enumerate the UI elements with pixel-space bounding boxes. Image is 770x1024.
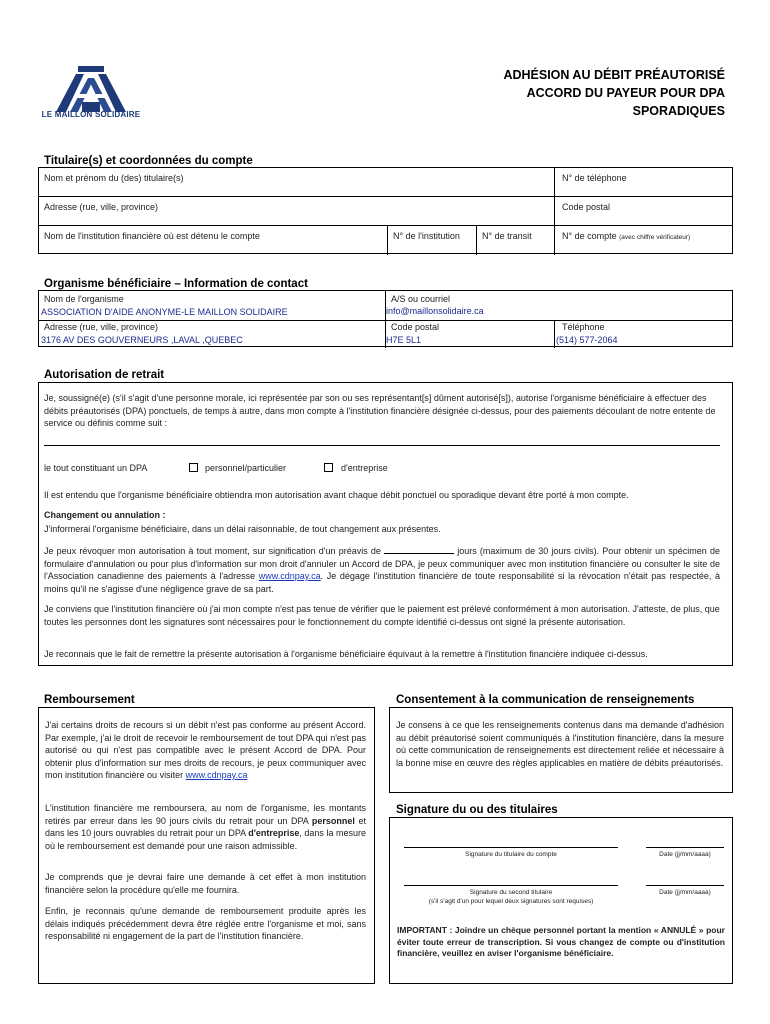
personal-checkbox[interactable] (189, 463, 198, 472)
revoke-part3: . Je dégage l'institution financière de toute responsabilité si la révocation n'était pas respectée, à moins qu'il ne s'agisse d'une négligence grave de sa part. (44, 571, 720, 594)
signatures-section-title: Signature du ou des titulaires (396, 804, 558, 816)
divider (476, 225, 477, 255)
change-title: Changement ou annulation : (44, 510, 166, 520)
divider (387, 225, 388, 255)
holder-postal-field[interactable]: Code postal (562, 202, 611, 212)
authorization-section-title: Autorisation de retrait (44, 369, 165, 381)
revoke-part2: jours (maximum de 30 jours civils). Pour obtenir un spécimen de formulaire d'annulation ou pour plus d'information sur mon droit d'annuler un Accord de DPA, je peux communiquer avec mon institution financière ou consulter le site de l'Association canadienne des paiements à l'adresse (44, 546, 720, 581)
signature-2-label: Signature du second titulaire (469, 889, 553, 896)
account-number-label: N° de compte (562, 231, 617, 241)
refund-p2-personal: personnel (311, 815, 355, 826)
authorization-understood: Il est entendu que l'organisme bénéficiaire obtiendra mon autorisation avant chaque débit ponctuel ou sporadique devant être porté à mon compte. (44, 490, 629, 500)
divider (39, 225, 732, 226)
title-line-1: ADHÉSION AU DÉBIT PRÉAUTORISÉ (503, 68, 725, 82)
signature-1-label: Signature du titulaire du compte (465, 851, 557, 858)
refund-p2-c: et dans les 10 jours ouvrables du retrait pour un DPA (45, 815, 366, 838)
important-text: : Joindre un chèque personnel portant la mention « ANNULÉ » pour éviter toute erreur de transcription. Si vous changez de compte ou d'institution financière, veuillez en aviser l'organisme bénéficiaire. (397, 925, 725, 958)
org-postal-label: Code postal (391, 322, 440, 332)
revoke-paragraph (44, 544, 720, 595)
document-title (503, 66, 725, 120)
date-1-label: Date (jj/mm/aaaa) (659, 851, 711, 858)
consent-text: Je consens à ce que les renseignements contenus dans ma demande d'adhésion au débit préautorisé soient communiqués à l'institution financière, dans la mesure où cette communication de renseignements est directement reliée et nécessaire à la bonne mise en œuvre des règles applicables en matière de débits préautorisés. (396, 720, 724, 768)
consent-box (389, 707, 733, 793)
org-name-value: ASSOCIATION D'AIDE ANONYME-LE MAILLON SOLIDAIRE (41, 307, 288, 317)
notice-days-field[interactable] (384, 544, 454, 554)
refund-paragraph-4: Enfin, je reconnais qu'une demande de remboursement produite après les délais indiqués précédemment devra être réglée entre l'organisme et moi, sans responsabilité ni engagement de la part de l'institution financière. (45, 906, 366, 941)
account-number-field[interactable] (562, 231, 690, 241)
refund-p2-d: , dans la mesure où le remboursement est demandé pour une raison admissible. (45, 828, 366, 851)
date-2-line[interactable] (646, 885, 724, 886)
institution-name-field[interactable]: Nom de l'institution financière où est détenu le compte (44, 231, 260, 241)
date-1-line[interactable] (646, 847, 724, 848)
title-line-3: SPORADIQUES (632, 104, 725, 118)
org-table (38, 290, 733, 347)
revoke-part1: Je peux révoquer mon autorisation à tout moment, sur signification d'un préavis de (44, 546, 381, 556)
authorization-box (38, 382, 733, 666)
business-option-label: d'entreprise (341, 463, 388, 473)
dpa-type-label: le tout constituant un DPA (44, 463, 148, 473)
authorization-intro: Je, soussigné(e) (s'il s'agit d'une personne morale, ici représentée par son ou ses représentant[s] dûment autorisé[s]), autorise l'organisme bénéficiaire à effectuer des débits préautorisés (DPA) ponctuels, de temps à autre, dans mon compte à l'institution financière désignée ci-dessus, pour des paiements découlant de notre entente de service ou définis comme suit : (44, 393, 716, 428)
institution-number-field[interactable]: N° de l'institution (393, 231, 460, 241)
acknowledge-paragraph: Je reconnais que le fait de remettre la présente autorisation à l'organisme bénéficiaire équivaut à la remettre à l'institution financière indiquée ci-dessus. (44, 649, 648, 659)
important-label: IMPORTANT (397, 925, 447, 935)
divider (554, 320, 555, 348)
refund-paragraph-2 (45, 802, 366, 852)
holder-phone-field[interactable]: N° de téléphone (562, 173, 627, 183)
divider (554, 168, 555, 255)
org-phone-value: (514) 577-2064 (556, 335, 618, 345)
refund-paragraph-1 (45, 719, 366, 782)
signature-2-note: (s'il s'agit d'un pour lequel deux signatures sont requises) (428, 898, 594, 905)
refund-section-title: Remboursement (44, 694, 135, 706)
refund-p2-a: L'institution financière me remboursera, au nom de l'organisme, les montants retirés par erreur dans les 90 jours civils du retrait pour un DPA (45, 803, 366, 826)
date-2-label: Date (jj/mm/aaaa) (659, 889, 711, 896)
divider (39, 196, 732, 197)
signature-1-line[interactable] (404, 847, 618, 848)
refund-p1-text: J'ai certains droits de recours si un débit n'est pas conforme au présent Accord. Par exemple, j'ai le droit de recevoir le remboursement de tout DPA qui n'est pas autorisé ou qui n'est pas compatible avec le présent Accord de DPA. Pour obtenir plus d'information sur mes droits de recours, je peux communiquer avec mon institution financière ou visiter (45, 720, 366, 780)
maillon-logo-icon (36, 64, 146, 114)
org-address-label: Adresse (rue, ville, province) (44, 322, 159, 332)
org-address-value: 3176 AV DES GOUVERNEURS ,LAVAL ,QUEBEC (41, 335, 243, 345)
holders-table (38, 167, 733, 254)
holder-name-field[interactable]: Nom et prénom du (des) titulaire(s) (44, 173, 184, 183)
holders-section-title: Titulaire(s) et coordonnées du compte (44, 155, 253, 167)
signature-2-line[interactable] (404, 885, 618, 886)
refund-box (38, 707, 375, 984)
title-line-2: ACCORD DU PAYEUR POUR DPA (526, 86, 725, 100)
logo-name: LE MAILLON SOLIDAIRE (41, 110, 141, 119)
org-contact-value: info@maillonsolidaire.ca (386, 306, 484, 316)
important-note (397, 925, 725, 960)
personal-option-label: personnel/particulier (205, 463, 287, 473)
org-postal-value: H7E 5L1 (386, 335, 422, 345)
org-name-label: Nom de l'organisme (44, 294, 124, 304)
holder-address-field[interactable]: Adresse (rue, ville, province) (44, 202, 159, 212)
refund-cdnpay-link[interactable]: www.cdnpay.ca (185, 770, 248, 780)
signatures-box (389, 817, 733, 984)
refund-p2-business: d'entreprise (248, 828, 300, 838)
consent-section-title: Consentement à la communication de renseignements (396, 694, 695, 706)
org-section-title: Organisme bénéficiaire – Information de contact (44, 278, 308, 290)
transit-number-field[interactable]: N° de transit (482, 231, 532, 241)
org-phone-label: Téléphone (562, 322, 605, 332)
org-contact-label: A/S ou courriel (391, 294, 451, 304)
change-text: J'informerai l'organisme bénéficiaire, dans un délai raisonnable, de tout changement aux présentes. (44, 524, 441, 534)
business-checkbox[interactable] (324, 463, 333, 472)
account-number-note: (avec chiffre vérificateur) (619, 234, 691, 241)
refund-paragraph-3: Je comprends que je devrai faire une demande à cet effet à mon institution financière selon la procédure qu'elle me fournira. (45, 872, 366, 895)
cdnpay-link[interactable]: www.cdnpay.ca (258, 571, 321, 581)
agree-paragraph: Je conviens que l'institution financière où j'ai mon compte n'est pas tenue de vérifier que le paiement est prélevé conformément à mon autorisation. J'atteste, de plus, que toutes les personnes dont les signatures sont nécessaires pour le fonctionnement du compte identifié ci-dessus ont signé la présente autorisation. (44, 604, 720, 627)
custom-terms-line[interactable] (44, 445, 720, 446)
